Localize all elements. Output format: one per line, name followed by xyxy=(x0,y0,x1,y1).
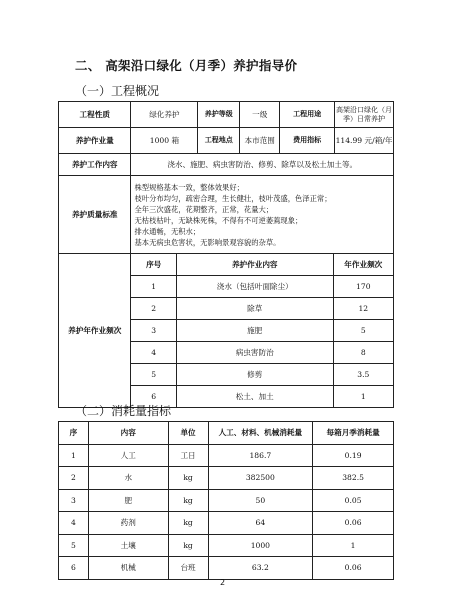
table-row xyxy=(131,320,393,342)
table-row xyxy=(59,102,394,128)
table-cell: 修剪 xyxy=(176,364,333,386)
table-cell: 人工 xyxy=(88,444,168,467)
table-row xyxy=(59,534,394,557)
table-cell: 1 xyxy=(313,534,394,557)
project-overview-table xyxy=(58,101,394,408)
frequency-table xyxy=(131,254,393,407)
table-row xyxy=(59,444,394,467)
column-header: 每箱月季消耗量 xyxy=(313,422,394,445)
label-cell: 养护等级 xyxy=(198,102,240,128)
table-cell: 3 xyxy=(131,320,176,342)
column-header: 年作业频次 xyxy=(333,254,393,276)
consumption-table xyxy=(58,421,394,580)
value-cell: 绿化养护 xyxy=(131,102,198,128)
table-row xyxy=(131,298,393,320)
table-cell: 松土、加土 xyxy=(176,386,333,408)
standard-line: 排水通畅，无积水； xyxy=(134,226,201,236)
table-cell: kg xyxy=(168,534,208,557)
table-row xyxy=(59,254,394,408)
table-cell: 水 xyxy=(88,467,168,490)
table-cell: 施肥 xyxy=(176,320,333,342)
column-header: 内容 xyxy=(88,422,168,445)
table-cell: 病虫害防治 xyxy=(176,342,333,364)
table-cell: kg xyxy=(168,489,208,512)
table-cell: 6 xyxy=(59,557,89,580)
table-cell: 2 xyxy=(59,467,89,490)
quality-standard-cell xyxy=(131,176,394,254)
table-cell: 机械 xyxy=(88,557,168,580)
label-cell: 费用指标 xyxy=(280,128,335,154)
table-cell: 64 xyxy=(208,512,313,535)
table-cell: 12 xyxy=(333,298,393,320)
table-cell: 除草 xyxy=(176,298,333,320)
table-cell: 肥 xyxy=(88,489,168,512)
table-cell: 170 xyxy=(333,276,393,298)
frequency-cell xyxy=(131,254,394,408)
table-cell: kg xyxy=(168,467,208,490)
table-row xyxy=(59,489,394,512)
label-cell: 养护年作业频次 xyxy=(59,254,131,408)
table-cell: 3.5 xyxy=(333,364,393,386)
label-cell: 工程地点 xyxy=(198,128,240,154)
column-header: 养护作业内容 xyxy=(176,254,333,276)
table-row xyxy=(131,342,393,364)
table-cell: 5 xyxy=(59,534,89,557)
table-cell: kg xyxy=(168,512,208,535)
standard-line: 株型规格基本一致，整体效果好； xyxy=(134,182,244,192)
value-cell: 本市范围 xyxy=(240,128,280,154)
page-number: 2 xyxy=(220,578,226,587)
table-row xyxy=(59,467,394,490)
value-cell: 一级 xyxy=(240,102,280,128)
work-content-cell: 浇水、施肥、病虫害防治、修剪、除草以及松土加土等。 xyxy=(131,154,394,176)
table-cell: 1 xyxy=(333,386,393,408)
table-cell: 0.06 xyxy=(313,557,394,580)
table-row xyxy=(59,128,394,154)
table-cell: 382.5 xyxy=(313,467,394,490)
table-header-row xyxy=(59,422,394,445)
table-cell: 工日 xyxy=(168,444,208,467)
table-cell: 5 xyxy=(333,320,393,342)
label-cell: 工程用途 xyxy=(280,102,335,128)
label-cell: 工程性质 xyxy=(59,102,131,128)
table-cell: 0.05 xyxy=(313,489,394,512)
value-cell: 高架沿口绿化（月季）日常养护 xyxy=(335,102,394,128)
table-cell: 1 xyxy=(131,276,176,298)
value-cell: 1000 箱 xyxy=(131,128,198,154)
table-cell: 1000 xyxy=(208,534,313,557)
table-cell: 4 xyxy=(59,512,89,535)
table-cell: 63.2 xyxy=(208,557,313,580)
standard-line: 全年三次盛花，花期整齐，正常，花量大； xyxy=(134,204,274,214)
page-heading: 二、 高架沿口绿化（月季）养护指导价 xyxy=(75,58,298,73)
table-cell: 382500 xyxy=(208,467,313,490)
table-cell: 8 xyxy=(333,342,393,364)
value-cell: 114.99 元/箱/年 xyxy=(335,128,394,154)
table-cell: 2 xyxy=(131,298,176,320)
table-row xyxy=(59,154,394,176)
table-cell: 6 xyxy=(131,386,176,408)
table-row xyxy=(131,276,393,298)
table-cell: 0.19 xyxy=(313,444,394,467)
table-cell: 浇水（包括叶面除尘） xyxy=(176,276,333,298)
table-cell: 4 xyxy=(131,342,176,364)
column-header: 单位 xyxy=(168,422,208,445)
table-row xyxy=(59,557,394,580)
table-cell: 土壤 xyxy=(88,534,168,557)
column-header: 人工、材料、机械消耗量 xyxy=(208,422,313,445)
column-header: 序 xyxy=(59,422,89,445)
section-1-title: （一）工程概况 xyxy=(75,84,160,98)
column-header: 序号 xyxy=(131,254,176,276)
label-cell: 养护工作内容 xyxy=(59,154,131,176)
standard-line: 无枯枝枯叶，无缺株死株，不得有不可逆萎蔫现象； xyxy=(134,215,303,225)
standard-line: 枝叶分布均匀，疏密合理，生长健壮，枝叶茂盛，色泽正常； xyxy=(134,193,332,203)
table-cell: 5 xyxy=(131,364,176,386)
table-cell: 3 xyxy=(59,489,89,512)
table-cell: 1 xyxy=(59,444,89,467)
label-cell: 养护作业量 xyxy=(59,128,131,154)
standard-line: 基本无病虫危害状，无影响景观容貌的杂草。 xyxy=(134,237,281,247)
table-cell: 50 xyxy=(208,489,313,512)
table-cell: 药剂 xyxy=(88,512,168,535)
table-row xyxy=(59,176,394,254)
table-header-row xyxy=(131,254,393,276)
table-row xyxy=(59,512,394,535)
table-cell: 台班 xyxy=(168,557,208,580)
section-2-title: （二）消耗量指标 xyxy=(75,404,172,418)
table-row xyxy=(131,364,393,386)
table-cell: 0.06 xyxy=(313,512,394,535)
label-cell: 养护质量标准 xyxy=(59,176,131,254)
table-cell: 186.7 xyxy=(208,444,313,467)
